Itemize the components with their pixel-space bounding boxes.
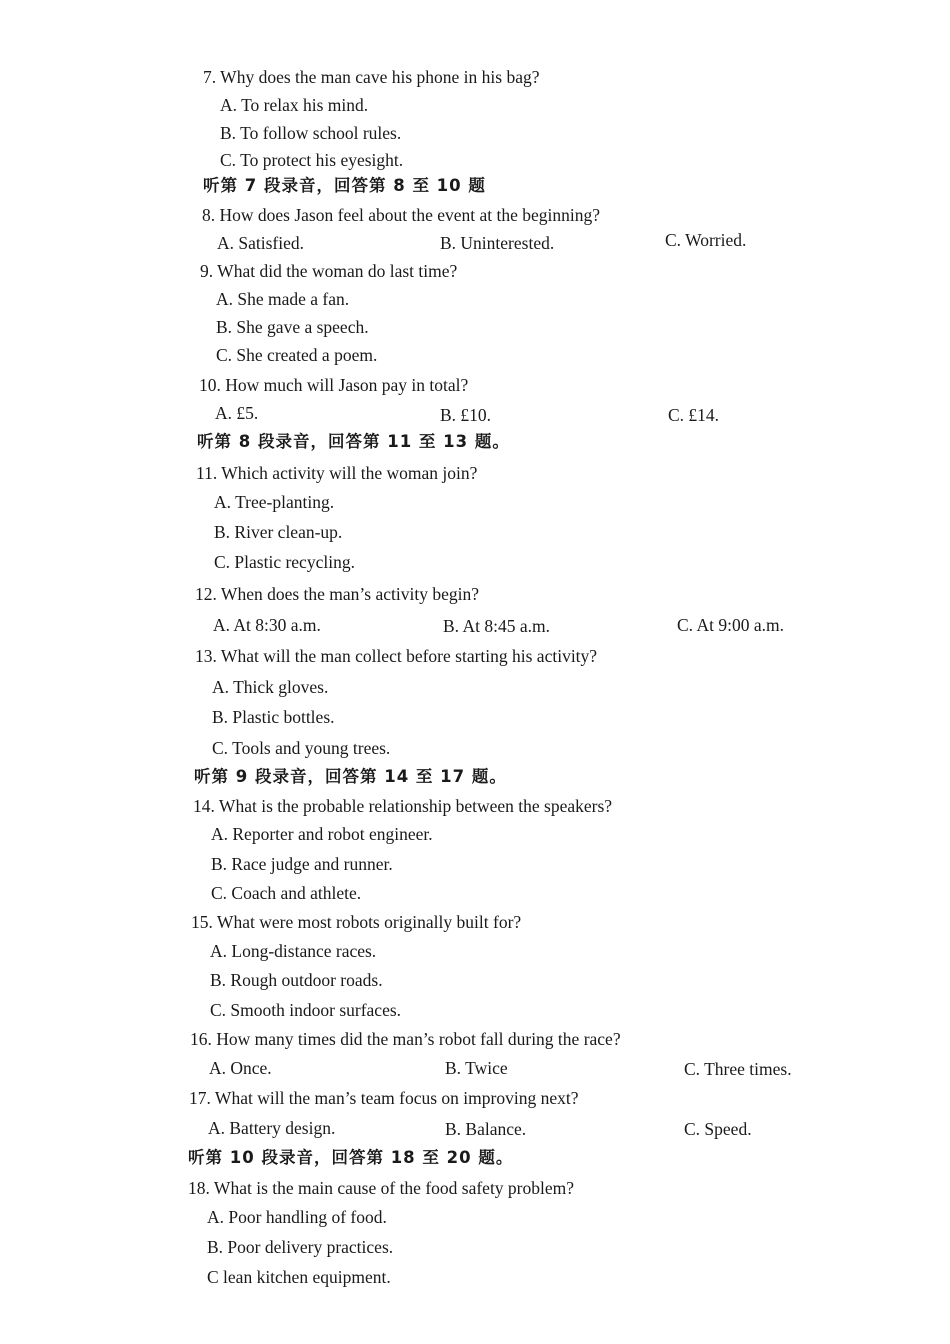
question-16-option-c: C. Three times. — [684, 1059, 792, 1079]
question-11-option-b: B. River clean-up. — [214, 522, 343, 542]
question-10-stem: 10. How much will Jason pay in total? — [199, 375, 469, 395]
question-16-option-b: B. Twice — [445, 1058, 508, 1078]
question-14-option-b: B. Race judge and runner. — [211, 854, 393, 874]
question-15-option-c: C. Smooth indoor surfaces. — [210, 1000, 402, 1020]
question-7-stem: 7. Why does the man cave his phone in his bag? — [203, 67, 540, 87]
question-17-option-c: C. Speed. — [684, 1119, 752, 1139]
section-7-instruction: 听第 7 段录音，回答第 8 至 10 题 — [203, 176, 486, 195]
question-15-option-b: B. Rough outdoor roads. — [210, 970, 383, 990]
question-16-option-a: A. Once. — [209, 1058, 272, 1078]
question-12-option-a: A. At 8:30 a.m. — [213, 615, 321, 635]
question-15-option-a: A. Long-distance races. — [210, 941, 377, 961]
question-17-stem: 17. What will the man’s team focus on improving next? — [189, 1088, 579, 1108]
question-17-option-a: A. Battery design. — [208, 1118, 336, 1138]
question-14-option-a: A. Reporter and robot engineer. — [211, 824, 433, 844]
question-8-option-b: B. Uninterested. — [440, 233, 555, 253]
question-12-option-b: B. At 8:45 a.m. — [443, 616, 550, 636]
question-11-option-c: C. Plastic recycling. — [214, 552, 355, 572]
section-9-instruction: 听第 9 段录音，回答第 14 至 17 题。 — [194, 767, 507, 786]
question-13-option-a: A. Thick gloves. — [212, 677, 329, 697]
question-12-option-c: C. At 9:00 a.m. — [677, 615, 784, 635]
question-18-option-b: B. Poor delivery practices. — [207, 1237, 394, 1257]
question-18-option-a: A. Poor handling of food. — [207, 1207, 387, 1227]
question-8-option-a: A. Satisfied. — [217, 233, 305, 253]
section-8-instruction: 听第 8 段录音，回答第 11 至 13 题。 — [197, 432, 510, 451]
question-7-option-a: A. To relax his mind. — [220, 95, 369, 115]
section-10-instruction: 听第 10 段录音，回答第 18 至 20 题。 — [188, 1148, 514, 1167]
question-11-stem: 11. Which activity will the woman join? — [196, 463, 478, 483]
question-10-option-b: B. £10. — [440, 405, 492, 425]
question-14-option-c: C. Coach and athlete. — [211, 883, 362, 903]
question-13-stem: 13. What will the man collect before starting his activity? — [195, 646, 598, 666]
question-10-option-a: A. £5. — [215, 403, 259, 423]
question-9-option-a: A. She made a fan. — [216, 289, 350, 309]
question-13-option-b: B. Plastic bottles. — [212, 707, 335, 727]
question-18-stem: 18. What is the main cause of the food safety problem? — [188, 1178, 575, 1198]
question-8-option-c: C. Worried. — [665, 230, 747, 250]
question-11-option-a: A. Tree-planting. — [214, 492, 335, 512]
question-9-option-b: B. She gave a speech. — [216, 317, 369, 337]
question-10-option-c: C. £14. — [668, 405, 720, 425]
question-9-option-c: C. She created a poem. — [216, 345, 378, 365]
question-16-stem: 16. How many times did the man’s robot fall during the race? — [190, 1029, 621, 1049]
question-9-stem: 9. What did the woman do last time? — [200, 261, 458, 281]
question-7-option-b: B. To follow school rules. — [220, 123, 402, 143]
question-15-stem: 15. What were most robots originally built for? — [191, 912, 522, 932]
question-12-stem: 12. When does the man’s activity begin? — [195, 584, 479, 604]
question-13-option-c: C. Tools and young trees. — [212, 738, 391, 758]
question-18-option-c: C lean kitchen equipment. — [207, 1267, 391, 1287]
question-8-stem: 8. How does Jason feel about the event at the beginning? — [202, 205, 601, 225]
question-17-option-b: B. Balance. — [445, 1119, 527, 1139]
question-7-option-c: C. To protect his eyesight. — [220, 150, 404, 170]
question-14-stem: 14. What is the probable relationship between the speakers? — [193, 796, 613, 816]
